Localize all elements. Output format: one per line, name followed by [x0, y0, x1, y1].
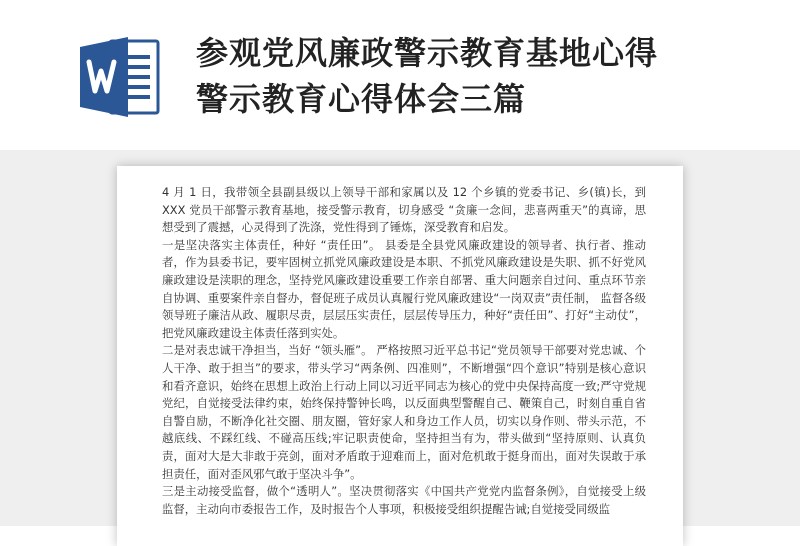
document-body: [162, 184, 646, 518]
title-line-2: 警示教育心得体会三篇: [196, 80, 527, 118]
paragraph: 二是对表忠诚干净担当，当好 “领头雁”。 严格按照习近平总书记“党员领导干部要对党忠诚、个人干净、敢于担当”的要求，带头学习“两条例、四准则”，不断增强“四个意识”特别是核心意识和看齐意识，始终在思想上政治上行动上同以习近平同志为核心的党中央保持高度一致;严守党规党纪，自觉接受法律约束，始终保持警钟长鸣，以反面典型警醒自己、鞭策自己，时刻自重自省自警自励，不断净化社交圈、朋友圈，管好家人和身边工作人员，切实以身作则、带头示范，不越底线、不踩红线、不碰高压线;牢记职责使命，坚持担当有为，带头做到“坚持原则、认真负责，面对大是大非敢于亮剑，面对矛盾敢于迎难而上，面对危机敢于挺身而出，面对失误敢于承担责任，面对歪风邪气敢于坚决斗争”。: [162, 343, 646, 481]
paragraph: 4 月 1 日，我带领全县副县级以上领导干部和家属以及 12 个乡镇的党委书记、乡(镇)长，到 XXX 党员干部警示教育基地，接受警示教育，切身感受 “贪廉一念间，悲喜两重天”的真谛，思想受到了震撼，心灵得到了洗涤，党性得到了锤炼，深受教育和启发。: [162, 185, 646, 235]
header: [0, 0, 800, 150]
paragraph: 一是坚决落实主体责任，种好 “责任田”。 县委是全县党风廉政建设的领导者、执行者、推动者，作为县委书记，要牢固树立抓党风廉政建设是本职、不抓党风廉政建设是失职、抓不好党风廉政建设是渎职的理念，坚持党风廉政建设重要工作亲自部署、重大问题亲自过问、重点环节亲自协调、重要案件亲自督办，督促班子成员认真履行党风廉政建设“一岗双责”责任制， 监督各级领导班子廉洁从政、履职尽责，层层压实责任，层层传导压力，种好“责任田”、打好“主动仗”，把党风廉政建设主体责任落到实处。: [162, 237, 646, 340]
title-line-1: 参观党风廉政警示教育基地心得: [196, 34, 659, 72]
document-title: [196, 30, 776, 122]
paragraph: 三是主动接受监督，做个“透明人”。坚决贯彻落实《中国共产党党内监督条例》，自觉接受上级监督，主动向市委报告工作，及时报告个人事项，积极接受组织提醒告诫;自觉接受同级监: [162, 484, 646, 516]
word-icon: [76, 33, 164, 121]
